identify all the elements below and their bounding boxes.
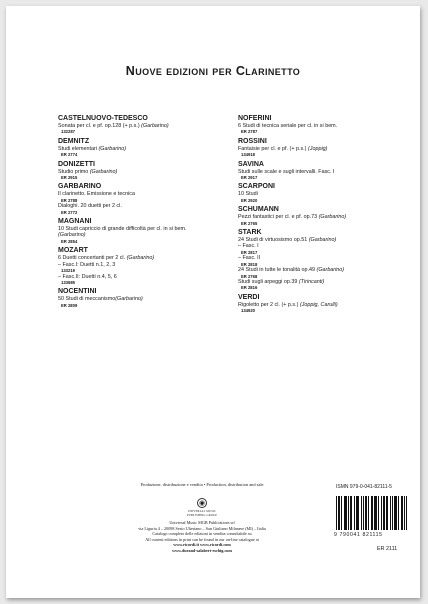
catalog-entry xyxy=(58,217,238,244)
catalog-entry xyxy=(58,137,238,158)
composer-name: SCHUMANN xyxy=(238,206,279,214)
page-title: Nuove edizioni per Clarinetto xyxy=(125,64,301,78)
catalog-code: ER 2920 xyxy=(241,197,258,203)
editor-name: (Garbarino) xyxy=(316,267,345,274)
composer-name: NOFERINI xyxy=(238,115,272,122)
company-name: Universal Music MGB Publications srl xyxy=(169,520,235,525)
work-text: 6 Studi di tecnica seriale per cl. in si bem. xyxy=(238,123,338,129)
composer-name: NOCENTINI xyxy=(58,288,97,296)
catalog-entry xyxy=(58,182,238,215)
composer-name: MAGNANI xyxy=(58,218,92,226)
catalog-entry xyxy=(238,293,418,314)
work-text: Fantaisie per cl. e pf. (+ p.s.) xyxy=(238,145,308,152)
catalog-entry xyxy=(58,246,238,285)
editor-name: (Garbarino) xyxy=(318,214,347,221)
work-text: 24 Studi di virtuosismo op.51 xyxy=(238,237,309,244)
editor-name: (Garbarino) xyxy=(141,123,169,129)
editor-name: (Garbarino) xyxy=(115,296,143,303)
editor-name: (Joppig, Carulli) xyxy=(299,301,338,308)
catalog-note-en: All current editions in print can be found in our on-line catalogue at xyxy=(145,536,259,542)
catalog-code: 132287 xyxy=(61,129,75,135)
work-text: 24 Studi in tutte le tonalità op.49 xyxy=(238,267,317,274)
catalog-code: ER 2774 xyxy=(61,152,78,158)
catalog-code: ER 2788 xyxy=(61,197,78,203)
editor-name: (Garbarino) xyxy=(98,145,127,152)
barcode-digits: 9 790041 821115 xyxy=(334,532,383,538)
catalog-code: ER 2817 xyxy=(241,249,258,255)
composer-name: DONIZETTI xyxy=(58,160,95,168)
catalog-code: 134918 xyxy=(241,152,255,158)
catalog-code: ER 2917 xyxy=(241,175,258,181)
work-text: – Fasc. II xyxy=(238,255,261,262)
composer-name: ROSSINI xyxy=(238,137,267,145)
barcode xyxy=(336,496,410,530)
catalog-entry xyxy=(238,114,418,135)
website-links[interactable]: www.ricordi.it www.ricordi.com xyxy=(173,542,231,548)
catalog-code: ER 2809 xyxy=(61,302,78,308)
editor-name: (Garbarino) xyxy=(89,168,118,175)
work-text: – Fasc.II: Duetti n.4, 5, 6 xyxy=(58,273,117,280)
catalog-entry xyxy=(238,182,418,203)
work-text: – Fasc. I xyxy=(238,243,259,250)
work-text: Studi sugli arpeggi op.39 xyxy=(238,278,299,285)
editor-name: (Garbarino) xyxy=(126,255,155,262)
left-column xyxy=(58,114,238,310)
work-text: – Fasc.I: Duetti n.1, 2, 3 xyxy=(58,261,116,268)
catalog-code: ER 2915 xyxy=(61,175,78,181)
editor-name: (Joppig) xyxy=(307,145,328,152)
catalog-code: ER 2768 xyxy=(241,273,258,279)
website-link-durand[interactable]: www.durand-salabert-eschig.com xyxy=(172,547,232,553)
globe-icon: ◉ xyxy=(198,499,206,507)
catalog-code: 133685 xyxy=(61,279,75,285)
catalog-entry xyxy=(58,287,238,308)
work-text: Studi sulle scale e sugli intervalli. Fasc. I xyxy=(238,168,335,175)
composer-name: SAVINA xyxy=(238,160,264,168)
catalog-code: ER 2772 xyxy=(61,209,78,215)
editor-name: (Garbarino) xyxy=(58,232,86,239)
catalog-entry xyxy=(238,228,418,291)
catalog-code: ER 2816 xyxy=(241,285,258,291)
editor-name: (Garbarino) xyxy=(308,237,337,244)
composer-name: STARK xyxy=(238,229,262,237)
work-text: Il clarinetto. Emissione e tecnica xyxy=(58,191,136,198)
work-text: Studio primo xyxy=(58,168,90,175)
work-text: 10 Studi xyxy=(238,191,258,198)
work-text: 50 Studi di meccanismo xyxy=(58,296,116,303)
catalog-code: 134920 xyxy=(241,308,255,314)
composer-name: DEMNITZ xyxy=(58,137,90,145)
catalog-entry xyxy=(58,114,238,135)
catalog-entry xyxy=(58,160,238,181)
catalog-code: ER 2787 xyxy=(241,129,258,135)
catalog-code: ER 2765 xyxy=(241,220,258,226)
catalog-code: ER 2854 xyxy=(61,238,78,244)
composer-name: VERDI xyxy=(238,293,260,301)
work-text: Sonata per cl. e pf. op.128 (+ p.s.) xyxy=(58,123,142,129)
composer-name: GARBARINO xyxy=(58,183,102,191)
company-address: via Liguria 4 – 20098 Sesto Ulteriano – San Giuliano Milanese (MI) – Italia xyxy=(138,525,266,531)
right-column xyxy=(238,114,418,316)
work-text: Rigoletto per 2 cl. (+ p.s.) xyxy=(238,301,300,308)
logo-name: UNIVERSAL MUSIC PUBLISHING GROUP xyxy=(187,510,218,517)
composer-name: CASTELNUOVO-TEDESCO xyxy=(58,115,148,122)
work-text: Dialoghi. 20 duetti per 2 cl. xyxy=(58,203,122,210)
catalog-note-it: Catalogo completo delle edizioni in vendita consultabile su xyxy=(152,531,252,537)
editor-name: (Tirincanti) xyxy=(298,278,325,285)
work-text: Pezzi fantastici per cl. e pf. op.73 xyxy=(238,214,319,221)
publisher-logo xyxy=(187,492,217,517)
work-text: 6 Duetti concertanti per 2 cl. xyxy=(58,255,127,262)
composer-name: SCARPONI xyxy=(238,183,275,191)
publisher-footer xyxy=(102,482,302,554)
production-line: Produzione, distribuzione e vendita • Production, distribution and sale xyxy=(140,482,264,487)
catalog-entry xyxy=(238,137,418,158)
edition-number: ER 2111 xyxy=(377,546,398,552)
catalog-code: ER 2818 xyxy=(241,261,258,267)
ismn-number: ISMN 979-0-041-82111-5 xyxy=(336,484,392,490)
catalog-entry xyxy=(238,205,418,226)
catalog-code: 133219 xyxy=(61,268,75,274)
catalog-entry xyxy=(238,160,418,181)
work-text: 10 Studi capriccio di grande difficoltà per cl. in si bem. xyxy=(58,226,187,233)
catalog-page xyxy=(6,6,420,598)
composer-name: MOZART xyxy=(58,247,88,255)
work-text: Studi elementari xyxy=(58,145,99,152)
